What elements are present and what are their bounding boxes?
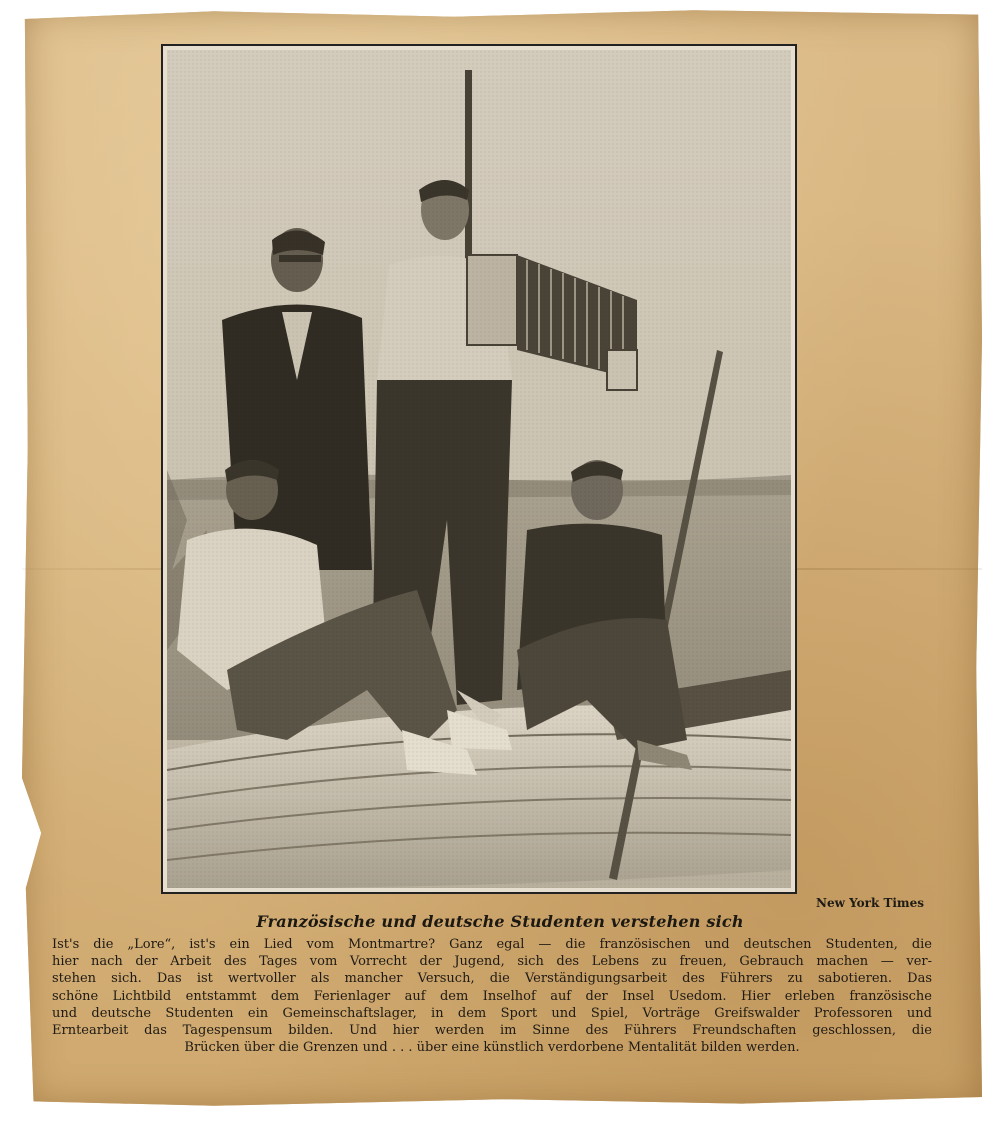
caption-line: und deutsche Studenten ein Gemeinschaftslager, in dem Sport und Spiel, Vorträge Greifswalder Professoren und	[52, 1005, 932, 1021]
caption-line: Brücken über die Grenzen und . . . über eine künstlich verdorbene Mentalität bilden werden.	[184, 1040, 800, 1056]
caption-line: schöne Lichtbild entstammt dem Ferienlager auf dem Inselhof auf der Insel Usedom. Hier erleben französische	[52, 988, 932, 1004]
caption-line: stehen sich. Das ist wertvoller als mancher Versuch, die Verständigungsarbeit des Führers zu sabotieren. Das	[52, 971, 932, 987]
caption-line: hier nach der Arbeit des Tages vom Vorrecht der Jugend, sich des Lebens zu freuen, Gebrauch machen — ver-	[52, 954, 932, 970]
headline: Französische und deutsche Studenten verstehen sich	[256, 912, 744, 931]
photo-credit: New York Times	[815, 896, 925, 910]
caption-line: Ist's die „Lore“, ist's ein Lied vom Montmartre? Ganz egal — die französischen und deutschen Studenten, die	[52, 937, 932, 952]
caption-paragraph	[52, 936, 932, 1056]
caption-line: Erntearbeit das Tagespensum bilden. Und hier werden im Sinne des Führers Freundschaften geschlossen, die	[52, 1023, 932, 1039]
photograph-image	[167, 50, 791, 888]
photograph-students-on-boat	[167, 50, 791, 888]
